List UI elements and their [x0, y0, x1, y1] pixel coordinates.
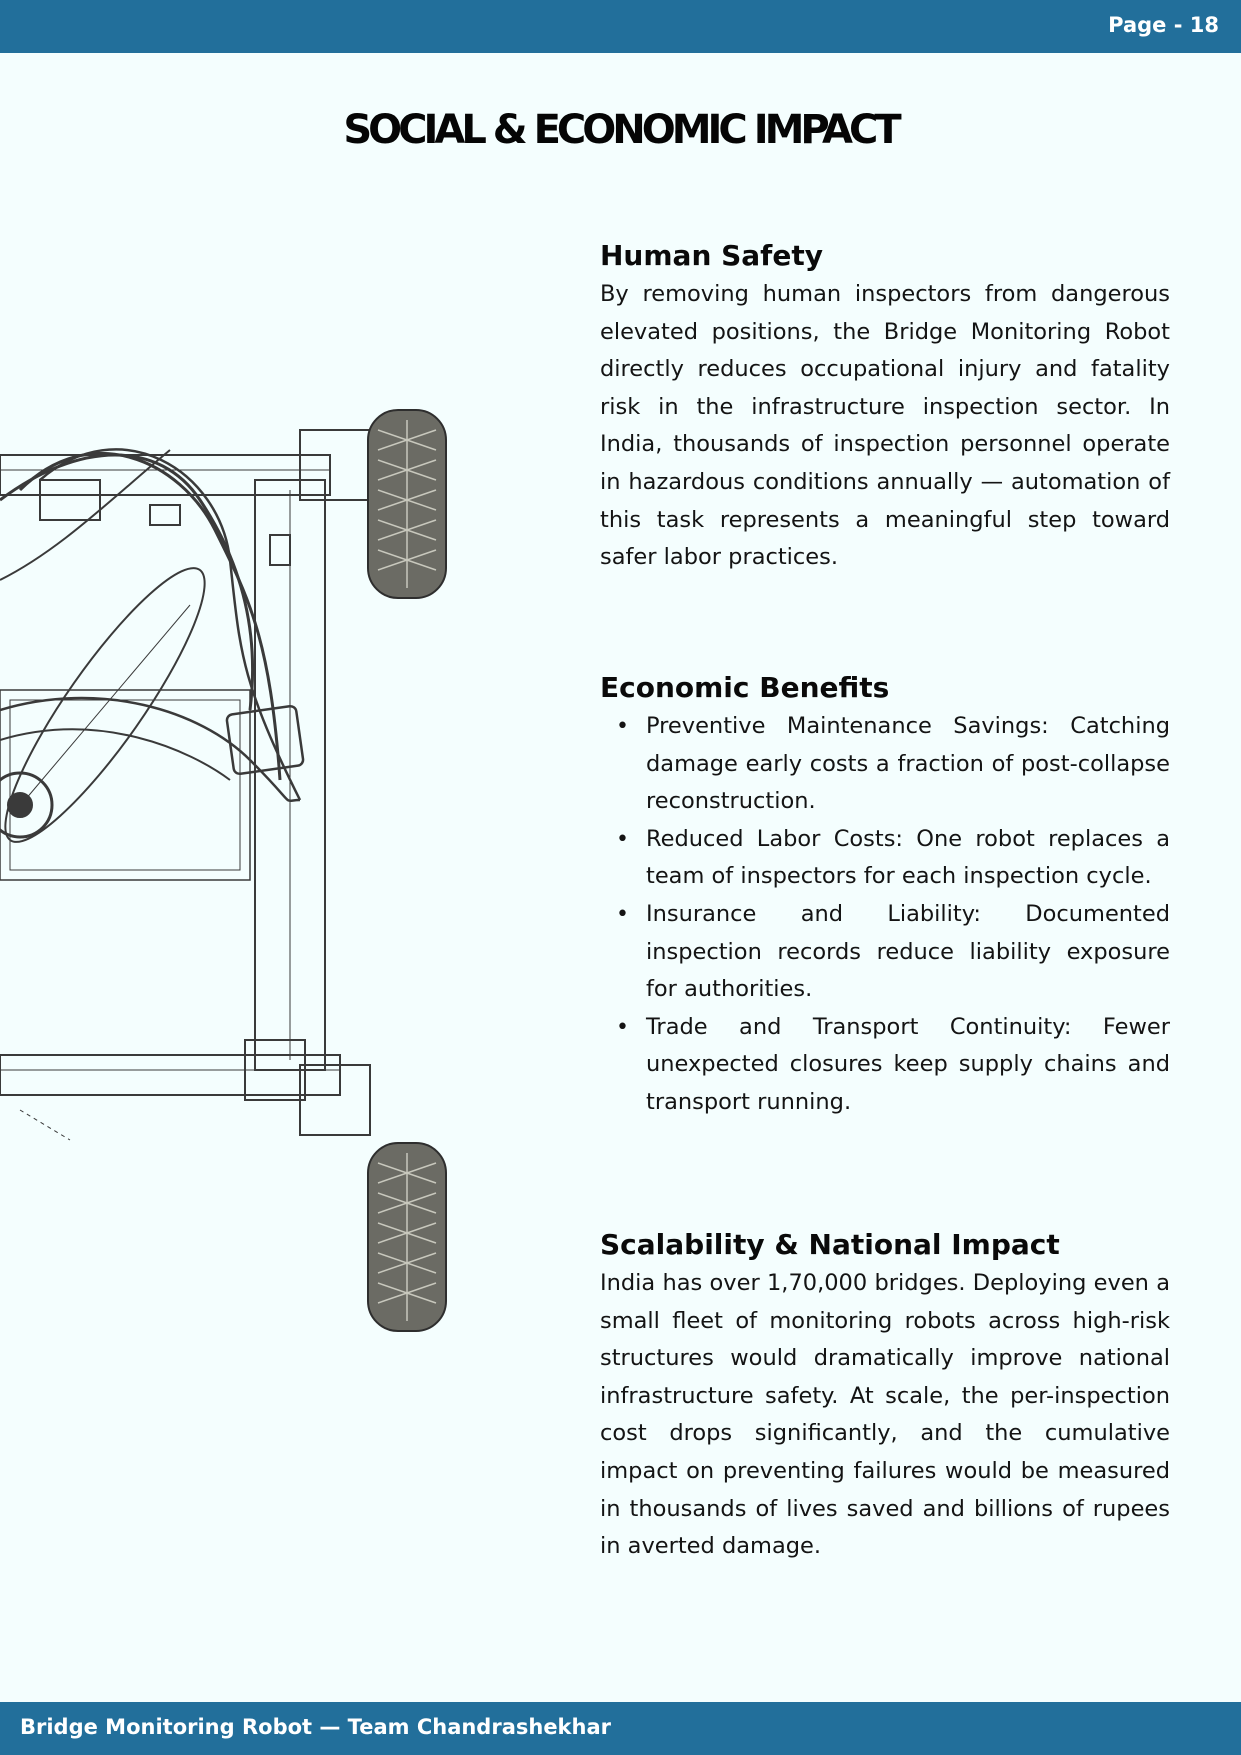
list-item: • Insurance and Liability: Documented inspection records reduce liability exposure for authorities.	[600, 896, 1170, 1009]
page-number: Page - 18	[1108, 13, 1219, 37]
human-safety-body: By removing human inspectors from dangerous elevated positions, the Bridge Monitoring Robot directly reduces occupational injury and fatality risk in the infrastructure inspection sector. In India, thousands of inspection personnel operate in hazardous conditions annually — automation of this task represents a meaningful step toward safer labor practices.	[600, 281, 1170, 571]
economic-benefits-list	[600, 708, 1170, 1122]
footer-text: Bridge Monitoring Robot — Team Chandrashekhar	[20, 1715, 612, 1739]
header-bar	[0, 0, 1241, 53]
footer-bar	[0, 1702, 1241, 1755]
human-safety-heading: Human Safety	[600, 239, 823, 272]
scalability-section	[600, 1225, 1170, 1566]
robot-chassis-illustration	[0, 380, 460, 1340]
page-title: SOCIAL & ECONOMIC IMPACT	[343, 107, 898, 153]
scalability-body: India has over 1,70,000 bridges. Deploying even a small fleet of monitoring robots across high-risk structures would dramatically improve national infrastructure safety. At scale, the per-inspection cost drops significantly, and the cumulative impact on preventing failures would be measured in thousands of lives saved and billions of rupees in averted damage.	[600, 1270, 1170, 1560]
economic-benefits-heading: Economic Benefits	[600, 671, 890, 704]
list-item: • Reduced Labor Costs: One robot replaces a team of inspectors for each inspection cycle.	[600, 821, 1170, 896]
economic-benefits-section	[600, 668, 1170, 1122]
scalability-heading: Scalability & National Impact	[600, 1228, 1060, 1261]
robot-chassis-sketch-icon	[0, 380, 460, 1340]
list-item: • Trade and Transport Continuity: Fewer unexpected closures keep supply chains and transport running.	[600, 1009, 1170, 1122]
list-item: • Preventive Maintenance Savings: Catching damage early costs a fraction of post-collapse reconstruction.	[600, 708, 1170, 821]
human-safety-section	[600, 236, 1170, 577]
